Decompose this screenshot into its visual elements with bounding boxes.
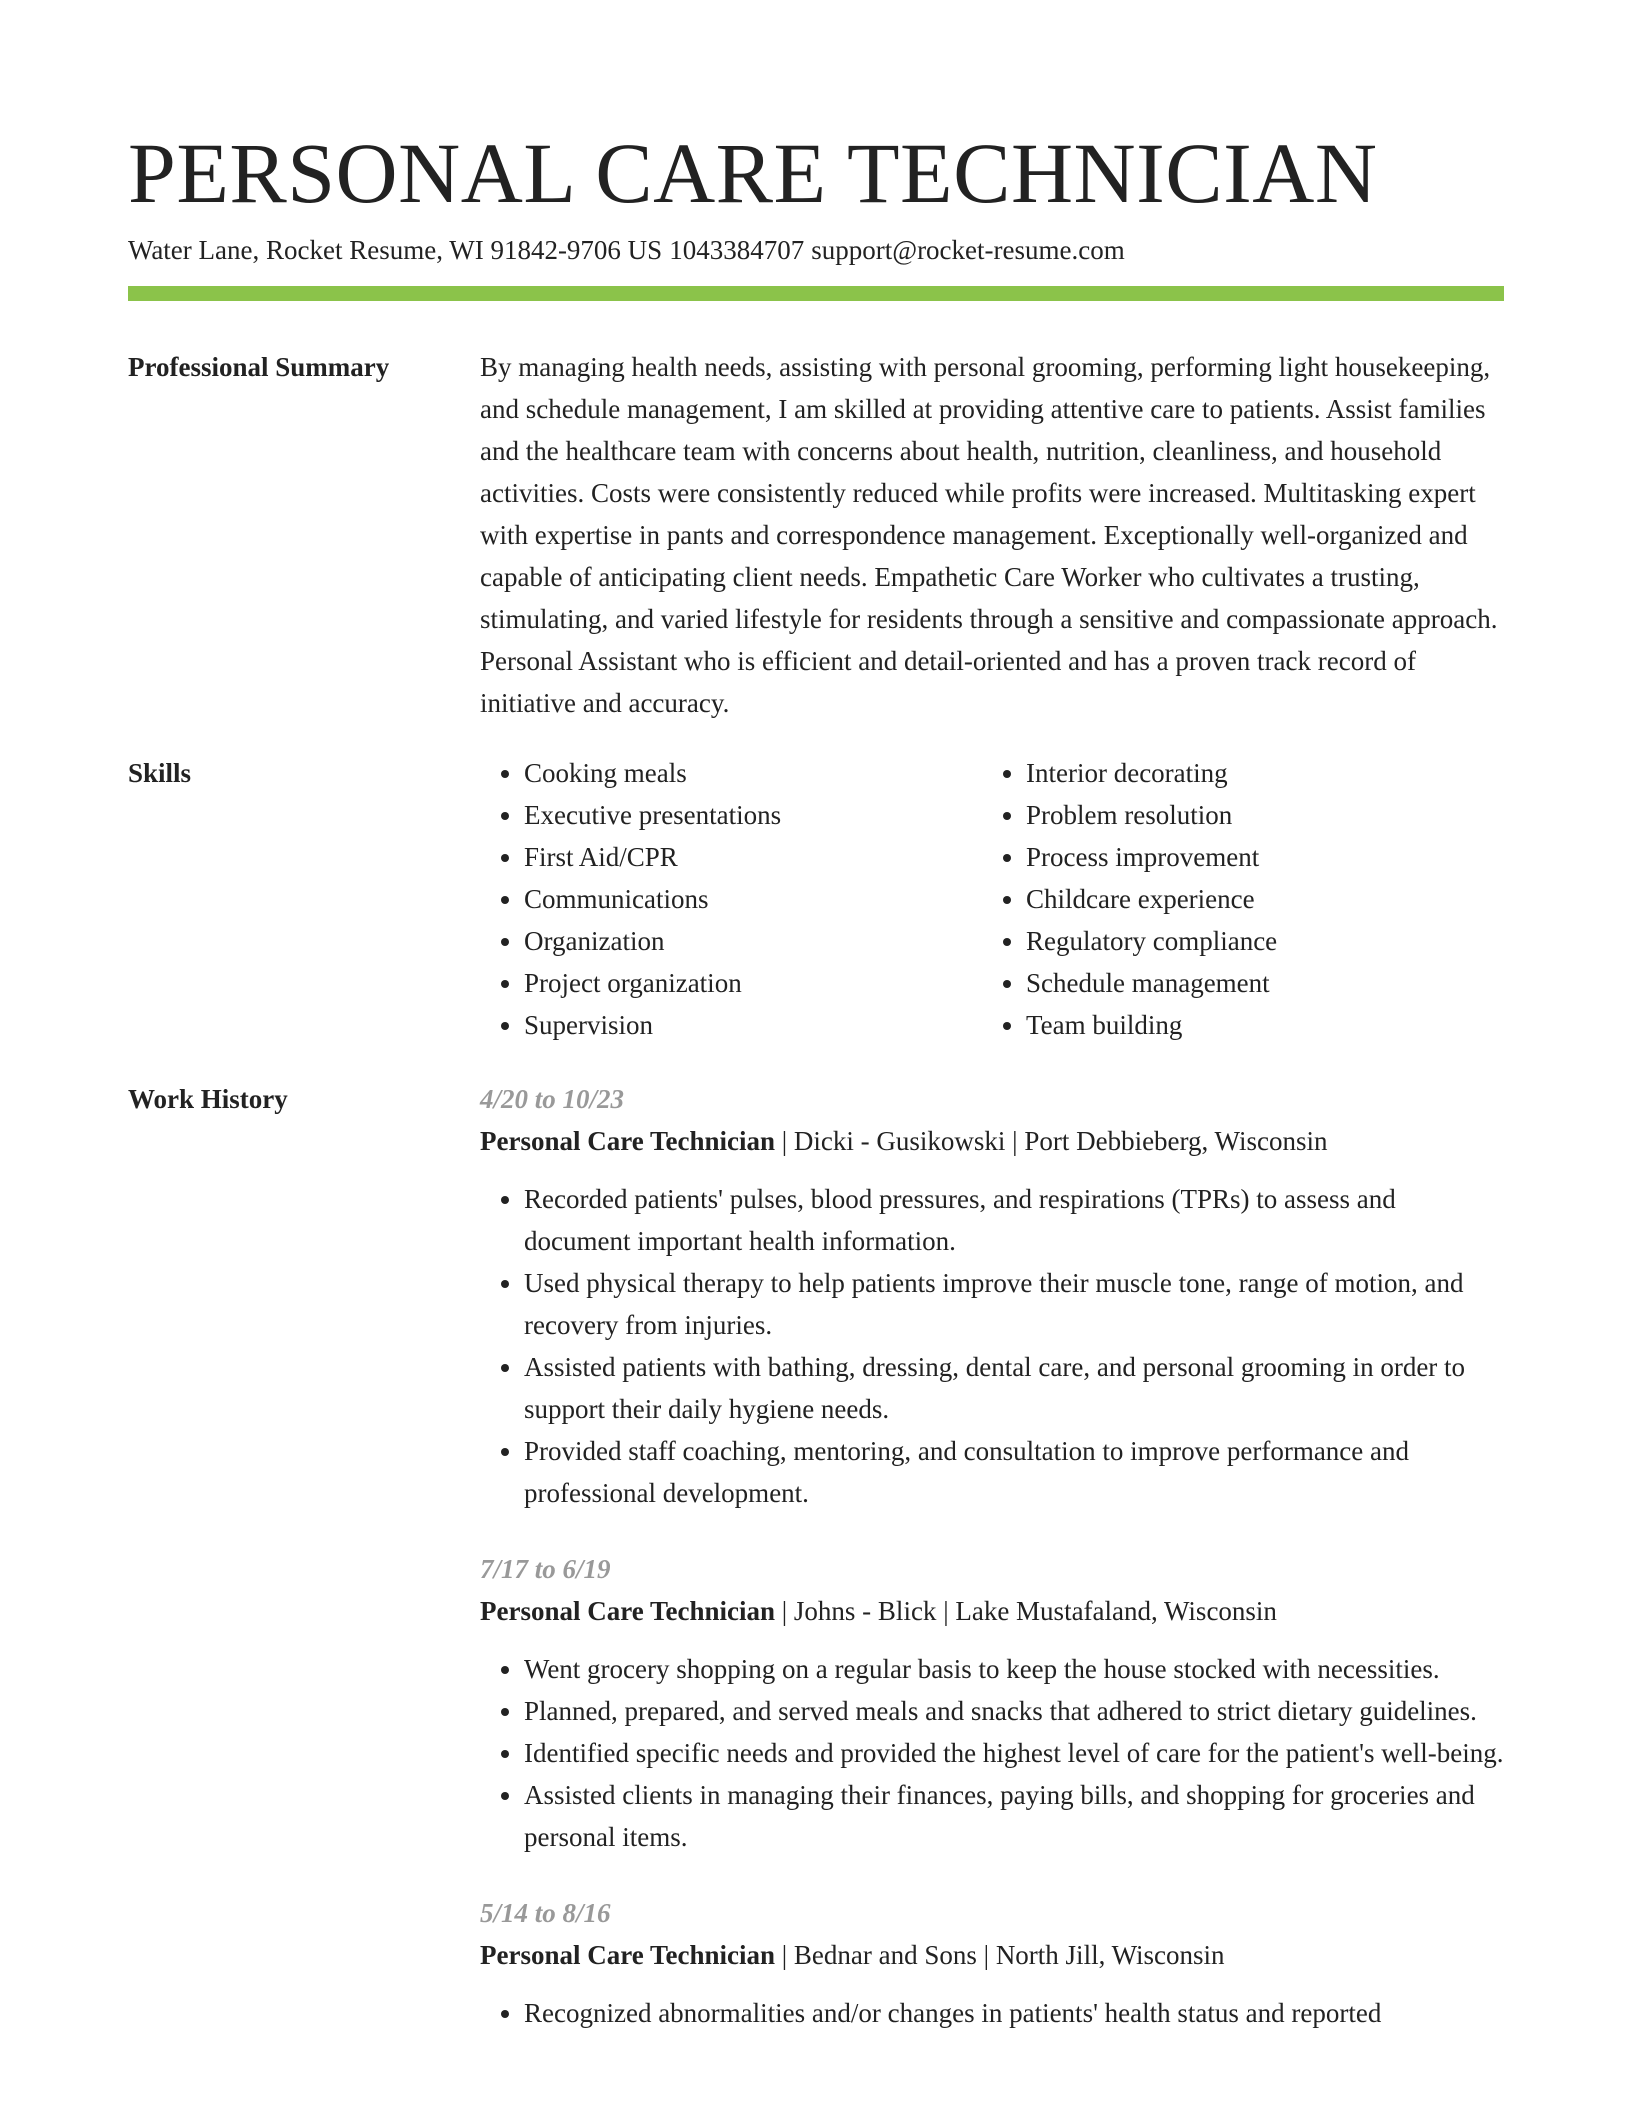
skill-item: • Process improvement (1026, 836, 1486, 878)
job-bullet: • Identified specific needs and provided the highest level of care for the patient's well-being. (524, 1732, 1504, 1774)
job-dates: 5/14 to 8/16 (480, 1898, 611, 1928)
job-bullet: • Recognized abnormalities and/or changes in patients' health status and reported (524, 1992, 1504, 2034)
job-title: Personal Care Technician (480, 1940, 776, 1970)
skill-item: • Executive presentations (524, 794, 982, 836)
job-location: North Jill, Wisconsin (995, 1940, 1225, 1970)
skill-item: • Childcare experience (1026, 878, 1486, 920)
job-bullet: • Assisted patients with bathing, dressing, dental care, and personal grooming in order to support their daily hygiene needs. (524, 1346, 1504, 1430)
skill-item: • Project organization (524, 962, 982, 1004)
skill-item: • Supervision (524, 1004, 982, 1046)
work-heading: Work History (128, 1084, 288, 1114)
job-heading: Personal Care Technician | Bednar and Sons | North Jill, Wisconsin (480, 1940, 1225, 1970)
job-bullet: • Assisted clients in managing their finances, paying bills, and shopping for groceries and personal items. (524, 1774, 1504, 1858)
skills-list-left (480, 752, 982, 1046)
job-bullet: • Planned, prepared, and served meals and snacks that adhered to strict dietary guidelines. (524, 1690, 1504, 1732)
skill-item: • Schedule management (1026, 962, 1486, 1004)
skill-item: • Interior decorating (1026, 752, 1486, 794)
job-dates: 4/20 to 10/23 (480, 1084, 625, 1114)
skill-item: • Problem resolution (1026, 794, 1486, 836)
skill-item: • Organization (524, 920, 982, 962)
job-location: Lake Mustafaland, Wisconsin (955, 1596, 1277, 1626)
job-bullets (480, 1992, 1504, 2034)
candidate-name: PERSONAL CARE TECHNICIAN (128, 125, 1378, 221)
summary-body (480, 346, 1504, 724)
job-heading: Personal Care Technician | Dicki - Gusikowski | Port Debbieberg, Wisconsin (480, 1126, 1328, 1156)
work-body (480, 1078, 1504, 2068)
job-bullet: • Recorded patients' pulses, blood pressures, and respirations (TPRs) to assess and document important health information. (524, 1178, 1504, 1262)
job-dates: 7/17 to 6/19 (480, 1554, 611, 1584)
contact-address: Water Lane, Rocket Resume, WI 91842-9706 US (128, 235, 663, 265)
job-bullet: • Provided staff coaching, mentoring, and consultation to improve performance and professional development. (524, 1430, 1504, 1514)
job-heading: Personal Care Technician | Johns - Blick | Lake Mustafaland, Wisconsin (480, 1596, 1277, 1626)
contact-email[interactable]: support@rocket-resume.com (811, 235, 1125, 265)
job-bullet: • Went grocery shopping on a regular basis to keep the house stocked with necessities. (524, 1648, 1504, 1690)
job-company: Bednar and Sons (793, 1940, 977, 1970)
skills-list-right (982, 752, 1486, 1046)
job-entry (480, 1892, 1504, 2034)
summary-heading: Professional Summary (128, 352, 390, 382)
job-entry (480, 1548, 1504, 1858)
skill-item: • Team building (1026, 1004, 1486, 1046)
skills-body (480, 752, 1504, 1046)
contact-phone: 1043384707 (669, 235, 805, 265)
job-bullet: • Used physical therapy to help patients improve their muscle tone, range of motion, and recovery from injuries. (524, 1262, 1504, 1346)
header-divider (128, 286, 1504, 301)
job-location: Port Debbieberg, Wisconsin (1024, 1126, 1328, 1156)
skill-item: • Cooking meals (524, 752, 982, 794)
skills-heading: Skills (128, 758, 192, 788)
job-bullets (480, 1648, 1504, 1858)
job-title: Personal Care Technician (480, 1126, 776, 1156)
skill-item: • First Aid/CPR (524, 836, 982, 878)
job-bullets (480, 1178, 1504, 1514)
job-company: Dicki - Gusikowski (793, 1126, 1006, 1156)
job-entry (480, 1078, 1504, 1514)
job-company: Johns - Blick (793, 1596, 937, 1626)
contact-line (128, 232, 1132, 268)
summary-text: By managing health needs, assisting with personal grooming, performing light housekeeping, and schedule management, I am skilled at providing attentive care to patients. Assist families and the healthcare team with concerns about health, nutrition, cleanliness, and household activities. Costs were consistently reduced while profits were increased. Multitasking expert with expertise in pants and correspondence management. Exceptionally well-organized and capable of anticipating client needs. Empathetic Care Worker who cultivates a trusting, stimulating, and varied lifestyle for residents through a sensitive and compassionate approach. Personal Assistant who is efficient and detail-oriented and has a proven track record of initiative and accuracy. (480, 352, 1498, 718)
skill-item: • Regulatory compliance (1026, 920, 1486, 962)
job-title: Personal Care Technician (480, 1596, 776, 1626)
skill-item: • Communications (524, 878, 982, 920)
